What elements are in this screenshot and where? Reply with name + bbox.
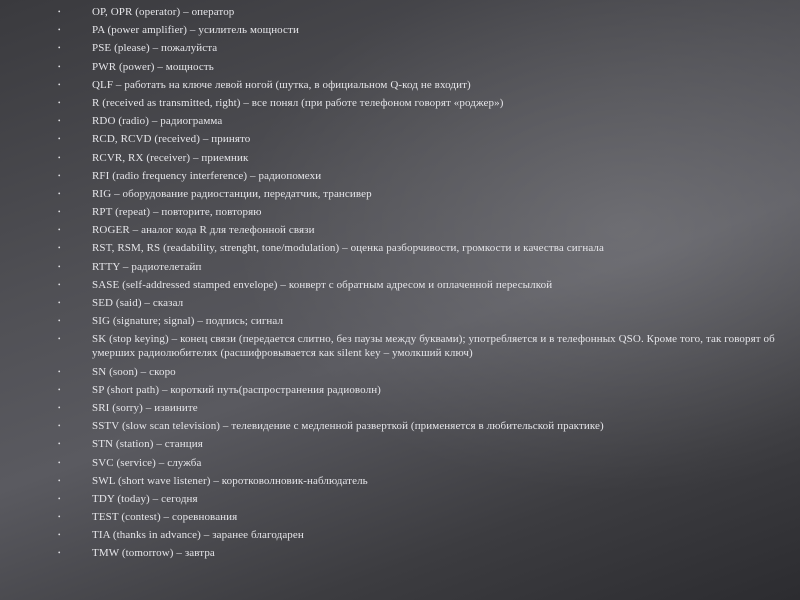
list-item [58, 437, 778, 451]
list-item [58, 456, 778, 470]
list-item-text: SSTV (slow scan television) – телевидение с медленной разверткой (применяется в любительской практике) [92, 420, 604, 433]
list-item [58, 187, 778, 201]
bullet-icon: • [58, 189, 61, 198]
list-item-text: SIG (signature; signal) – подпись; сигнал [92, 315, 284, 328]
list-item-text: SASE (self-addressed stamped envelope) – конверт с обратным адресом и оплаченной пересылкой [92, 278, 553, 291]
list-item [58, 332, 778, 360]
list-item [58, 41, 778, 55]
list-item-text: OP, OPR (operator) – оператор [92, 6, 235, 18]
list-item [58, 260, 778, 274]
bullet-icon: • [58, 403, 61, 412]
bullet-icon: • [58, 226, 61, 235]
list-item-text: TDY (today) – сегодня [92, 492, 198, 505]
bullet-icon: • [58, 549, 61, 558]
list-item [58, 510, 778, 524]
list-item-text: RCD, RCVD (received) – принято [92, 133, 251, 146]
list-item [58, 365, 778, 379]
list-item-text: PSE (please) – пожалуйста [92, 42, 218, 55]
list-item-text: PA (power amplifier) – усилитель мощности [92, 24, 299, 37]
list-item-text: SVC (service) – служба [92, 456, 202, 469]
list-item [58, 151, 778, 165]
list-item-text: RFI (radio frequency interference) – радиопомехи [92, 169, 322, 182]
list-item-text: SRI (sorry) – извините [92, 401, 198, 414]
list-item [58, 241, 778, 255]
list-item [58, 205, 778, 219]
list-item [58, 546, 778, 560]
list-item [58, 5, 778, 19]
list-item-text: QLF – работать на ключе левой ногой (шутка, в официальном Q-код не входит) [92, 78, 471, 91]
list-item-text: PWR (power) – мощность [92, 60, 214, 73]
list-item [58, 401, 778, 415]
list-item [58, 223, 778, 237]
list-item [58, 296, 778, 310]
bullet-icon: • [58, 385, 61, 394]
bullet-icon: • [58, 62, 61, 71]
list-item-text: RCVR, RX (receiver) – приемник [92, 151, 249, 164]
bullet-icon: • [58, 476, 61, 485]
bullet-icon: • [58, 98, 61, 107]
bullet-icon: • [58, 153, 61, 162]
list-item-text: RST, RSM, RS (readability, strenght, tone/modulation) – оценка разборчивости, громкости и качества сигнала [92, 242, 604, 255]
list-item-text: SED (said) – сказал [92, 297, 184, 309]
list-item-text: RTTY – радиотелетайп [92, 260, 202, 273]
bullet-icon: • [58, 171, 61, 180]
bullet-icon: • [58, 26, 61, 35]
bullet-icon: • [58, 440, 61, 449]
glossary-list [58, 5, 778, 565]
list-item [58, 169, 778, 183]
bullet-icon: • [58, 513, 61, 522]
list-item-text: TMW (tomorrow) – завтра [92, 547, 215, 560]
list-item [58, 132, 778, 146]
list-item-text: RDO (radio) – радиограмма [92, 115, 223, 128]
list-item [58, 278, 778, 292]
bullet-icon: • [58, 80, 61, 89]
list-item [58, 474, 778, 488]
list-item [58, 383, 778, 397]
bullet-icon: • [58, 422, 61, 431]
list-item-text: TEST (contest) – соревнования [92, 511, 238, 524]
list-item-text: RIG – оборудование радиостанции, передатчик, трансивер [92, 187, 372, 200]
list-item [58, 96, 778, 110]
list-item [58, 114, 778, 128]
list-item [58, 528, 778, 542]
bullet-icon: • [58, 335, 61, 344]
bullet-icon: • [58, 367, 61, 376]
list-item-text: SP (short path) – короткий путь(распространения радиоволн) [92, 383, 381, 396]
bullet-icon: • [58, 531, 61, 540]
list-item-text: RPT (repeat) – повторите, повторяю [92, 206, 262, 219]
bullet-icon: • [58, 299, 61, 307]
list-item-text: SWL (short wave listener) – коротковолновик-наблюдатель [92, 474, 368, 487]
bullet-icon: • [58, 208, 61, 217]
bullet-icon: • [58, 135, 61, 144]
bullet-icon: • [58, 317, 61, 326]
list-item-text: TIA (thanks in advance) – заранее благодарен [92, 529, 304, 542]
list-item [58, 60, 778, 74]
bullet-icon: • [58, 8, 61, 16]
bullet-icon: • [58, 44, 61, 53]
list-item-text: R (received as transmitted, right) – все понял (при работе телефоном говорят «роджер») [92, 96, 504, 109]
list-item-text: ROGER – аналог кода R для телефонной связи [92, 224, 315, 237]
bullet-icon: • [58, 117, 61, 126]
list-item [58, 23, 778, 37]
list-item-text: STN (station) – станция [92, 438, 203, 451]
bullet-icon: • [58, 280, 61, 289]
list-item-text: SK (stop keying) – конец связи (передается слитно, без паузы между буквами); употребляется и в телефонных QSO. Кроме того, так говорят об умерших радиолюбителях (расшифровывается как silent key – умолкший ключ) [92, 333, 775, 360]
bullet-icon: • [58, 458, 61, 467]
bullet-icon: • [58, 262, 61, 271]
list-item [58, 314, 778, 328]
bullet-icon: • [58, 244, 61, 253]
list-item-text: SN (soon) – скоро [92, 365, 176, 378]
list-item [58, 78, 778, 92]
bullet-icon: • [58, 494, 61, 503]
list-item [58, 419, 778, 433]
list-item [58, 492, 778, 506]
